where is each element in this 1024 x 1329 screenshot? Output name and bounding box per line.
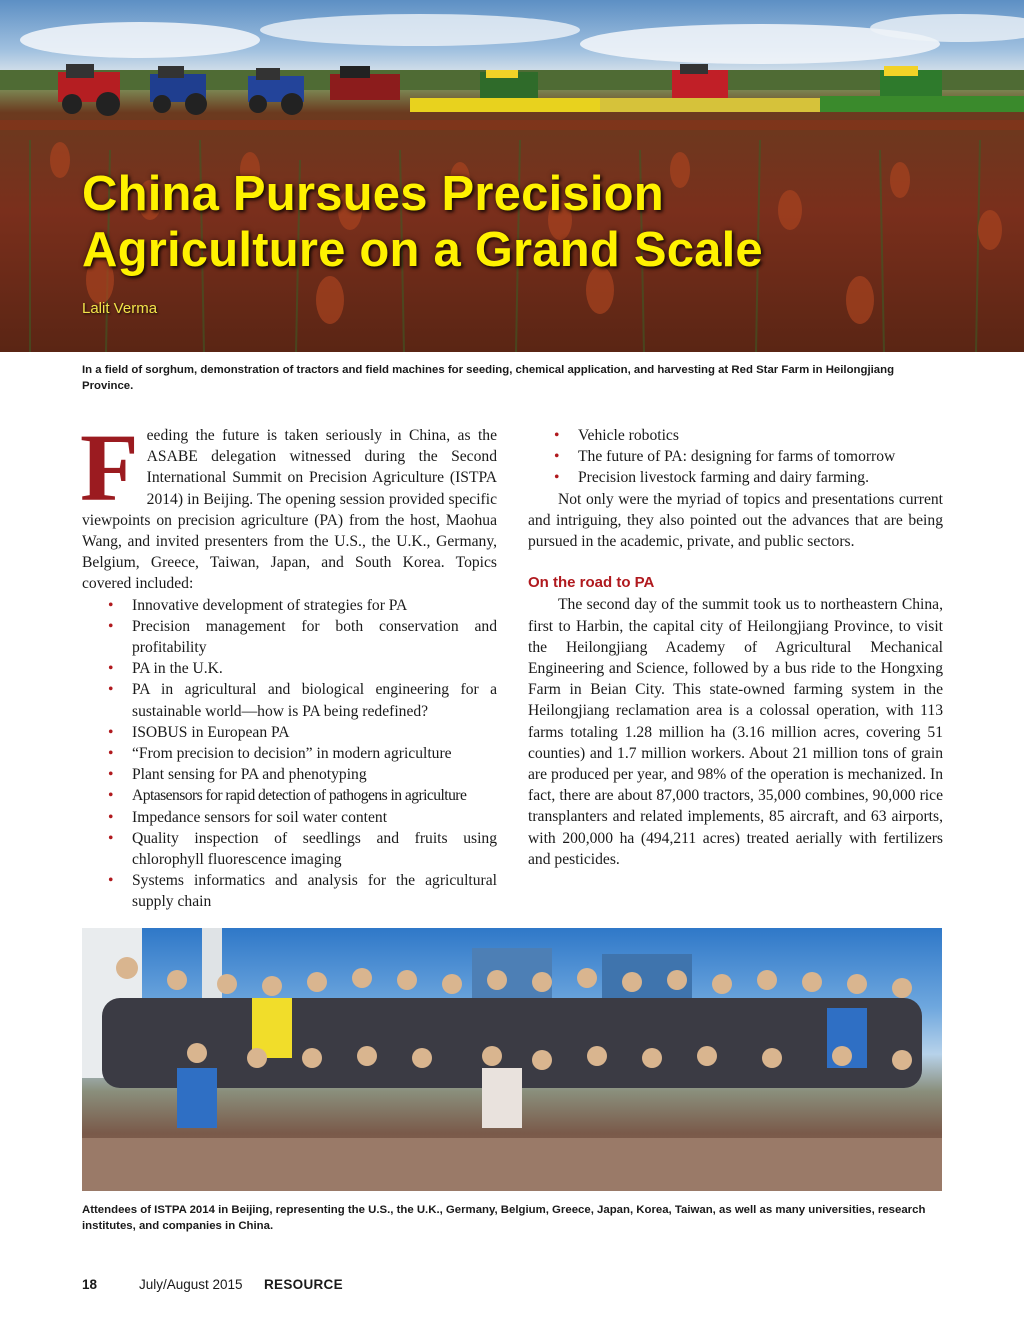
- list-item: • Innovative development of strategies for PA: [132, 595, 497, 616]
- hero-caption: In a field of sorghum, demonstration of tractors and field machines for seeding, chemical application, and harvesting at Red Star Farm in Heilongjiang Province.: [82, 364, 895, 392]
- list-item: • Systems informatics and analysis for the agricultural supply chain: [132, 870, 497, 912]
- topics-summary-paragraph: Not only were the myriad of topics and presentations current and intriguing, they also pointed out the advances that are being pursued in the academic, private, and public sectors.: [528, 490, 943, 551]
- list-item: • ISOBUS in European PA: [132, 722, 497, 743]
- list-item: • PA in agricultural and biological engineering for a sustainable world—how is PA being redefined?: [132, 679, 497, 721]
- list-item: • The future of PA: designing for farms of tomorrow: [578, 446, 943, 467]
- right-column: [528, 425, 943, 870]
- issue-date: July/August 2015: [139, 1277, 243, 1292]
- dropcap: F: [80, 414, 139, 521]
- group-caption: Attendees of ISTPA 2014 in Beijing, representing the U.S., the U.K., Germany, Belgium, Greece, Japan, Korea, Taiwan, as well as many universities, research institutes, and companies in China.: [82, 1204, 926, 1232]
- hero-photo: [0, 0, 1024, 352]
- page-number: 18: [82, 1277, 98, 1292]
- list-item: • Plant sensing for PA and phenotyping: [132, 764, 497, 785]
- section-heading: On the road to PA: [528, 574, 655, 592]
- title-line-2: Agriculture on a Grand Scale: [82, 223, 763, 277]
- list-item: • Vehicle robotics: [578, 425, 943, 446]
- group-photo: [82, 928, 942, 1191]
- attendees-illustration: [82, 928, 942, 1191]
- intro-paragraph: [80, 414, 497, 595]
- list-item: • Impedance sensors for soil water content: [132, 807, 497, 828]
- title-line-1: China Pursues Precision: [82, 167, 664, 221]
- list-item: • Precision livestock farming and dairy farming.: [578, 467, 943, 488]
- road-paragraph: The second day of the summit took us to northeastern China, first to Harbin, the capital city of Heilongjiang Province, to visit the Heilongjiang Academy of Agricultural Mechanical Engineering and Science, followed by a bus ride to the Hongxing Farm in Beian City. This state-owned farming system in the Heilongjiang reclamation area is a colossal operation, with 113 farms totaling 1.28 million ha (3.16 million acres, covering 51 counties) and 1.7 million workers. About 21 million tons of grain are produced per year, and 98% of the operation is mechanized. In fact, there are about 87,000 tractors, 35,000 combines, 90,000 rice transplanters and related implements, 85 aircraft, and 63 airports, with 200,000 ha (494,211 acres) treated aerially with fertilizers and pesticides.: [528, 596, 943, 868]
- topics-list-left: [82, 595, 497, 913]
- left-column: [80, 414, 497, 913]
- topics-list-right: [528, 425, 943, 489]
- list-item: • Precision management for both conservation and profitability: [132, 616, 497, 658]
- list-item: • PA in the U.K.: [132, 658, 497, 679]
- intro-text: eeding the future is taken seriously in China, as the ASABE delegation witnessed during the Second International Summit on Precision Agriculture (ISTPA 2014) in Beijing. The opening session provided specific viewpoints on precision agriculture (PA) from the host, Maohua Wang, and invited presenters from the U.S., the U.K., Germany, Belgium, Greece, Taiwan, Japan, and South Korea. Topics covered included:: [82, 427, 497, 593]
- article-title: [82, 166, 763, 278]
- author-byline: Lalit Verma: [82, 300, 158, 317]
- list-item: • “From precision to decision” in modern agriculture: [132, 743, 497, 764]
- list-item: • Aptasensors for rapid detection of pathogens in agriculture: [132, 785, 497, 806]
- magazine-name: RESOURCE: [264, 1277, 343, 1292]
- list-item: • Quality inspection of seedlings and fruits using chlorophyll fluorescence imaging: [132, 828, 497, 870]
